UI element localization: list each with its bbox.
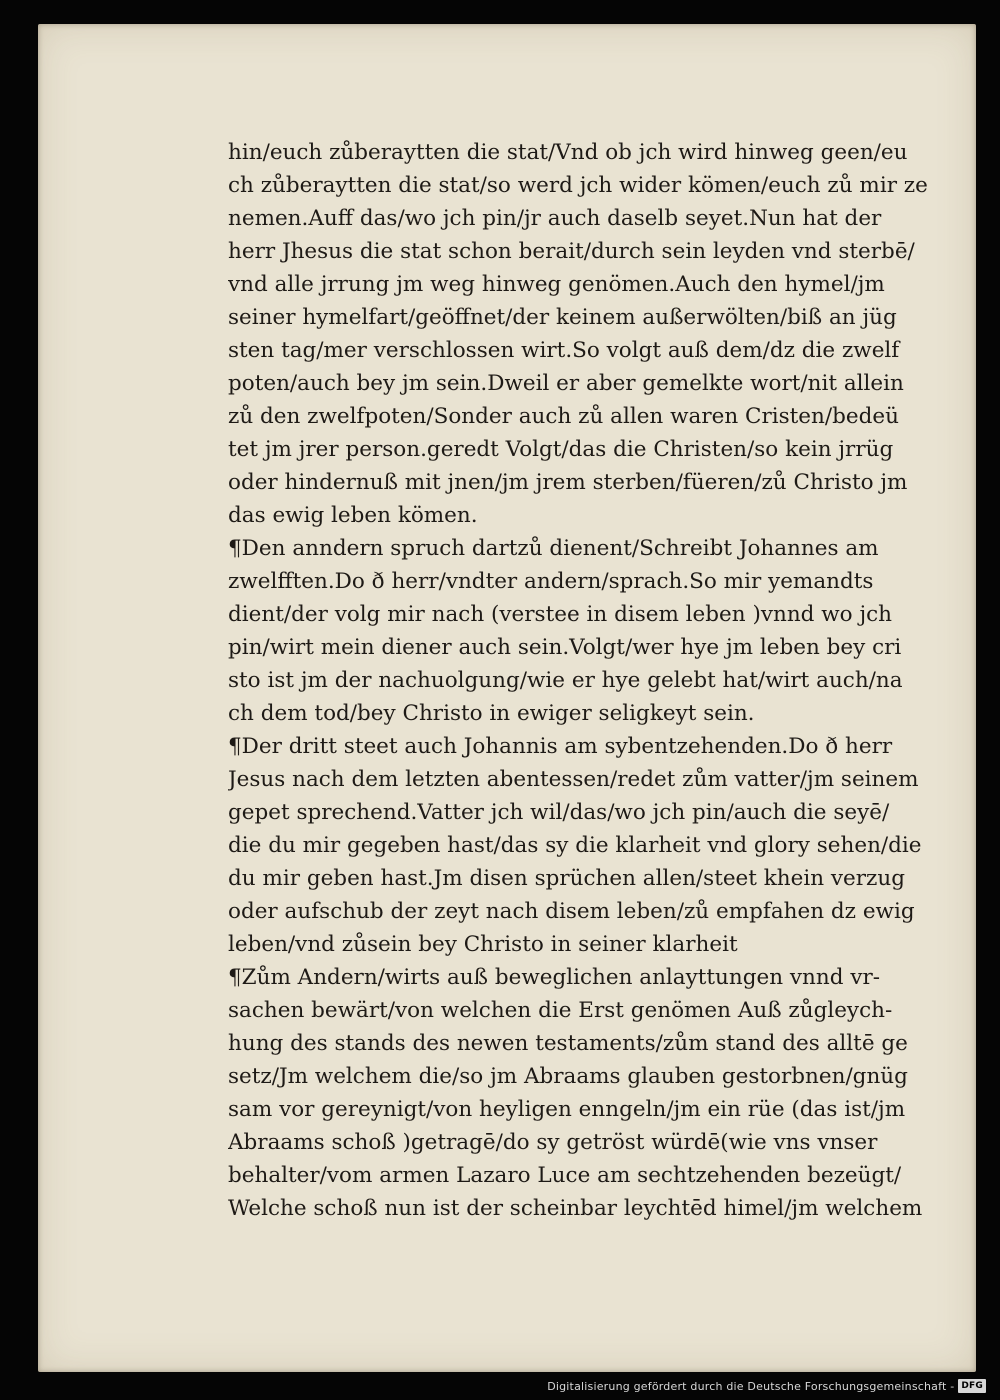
text-line: das ewig leben kömen.	[228, 503, 478, 528]
text-line: ¶Zům Andern/wirts auß beweglichen anlayttungen vnnd vr-	[228, 965, 881, 990]
text-line: dient/der volg mir nach (verstee in disem leben )vnnd wo jch	[228, 602, 893, 627]
text-line: hin/euch zůberaytten die stat/Vnd ob jch wird hinweg geen/eu	[228, 140, 908, 165]
text-line: die du mir gegeben hast/das sy die klarheit vnd glory sehen/die	[228, 833, 922, 858]
text-line: zwelfften.Do ð herr/vndter andern/sprach.So mir yemandts	[228, 569, 874, 594]
text-line: pin/wirt mein diener auch sein.Volgt/wer hye jm leben bey cri	[228, 635, 902, 660]
digitization-credit	[547, 1378, 986, 1394]
text-line: oder hindernuß mit jnen/jm jrem sterben/füeren/zů Christo jm	[228, 470, 908, 495]
text-line: ¶Den anndern spruch dartzů dienent/Schreibt Johannes am	[228, 536, 879, 561]
text-line: tet jm jrer person.geredt Volgt/das die Christen/so kein jrrüg	[228, 437, 894, 462]
text-line: seiner hymelfart/geöffnet/der keinem außerwölten/biß an jüg	[228, 305, 897, 330]
text-line: du mir geben hast.Jm disen sprüchen allen/steet khein verzug	[228, 866, 905, 891]
text-line: sten tag/mer verschlossen wirt.So volgt auß dem/dz die zwelf	[228, 338, 900, 363]
credit-text: Digitalisierung gefördert durch die Deutsche Forschungsgemeinschaft -	[547, 1379, 955, 1393]
body-text	[228, 136, 928, 1225]
book-page	[38, 24, 976, 1372]
text-line: gepet sprechend.Vatter jch wil/das/wo jch pin/auch die seyē/	[228, 800, 890, 825]
text-line: poten/auch bey jm sein.Dweil er aber gemelkte wort/nit allein	[228, 371, 904, 396]
text-line: setz/Jm welchem die/so jm Abraams glauben gestorbnen/gnüg	[228, 1064, 908, 1089]
text-line: hung des stands des newen testaments/zům stand des alltē ge	[228, 1031, 908, 1056]
text-line: nemen.Auff das/wo jch pin/jr auch daselb seyet.Nun hat der	[228, 206, 882, 231]
text-line: ch dem tod/bey Christo in ewiger seligkeyt sein.	[228, 701, 755, 726]
text-line: herr Jhesus die stat schon berait/durch sein leyden vnd sterbē/	[228, 239, 915, 264]
dfg-logo: DFG	[958, 1379, 986, 1393]
text-line: ch zůberaytten die stat/so werd jch wider kömen/euch zů mir ze	[228, 173, 928, 198]
text-line: oder aufschub der zeyt nach disem leben/zů empfahen dz ewig	[228, 899, 915, 924]
text-line: Welche schoß nun ist der scheinbar leychtēd himel/jm welchem	[228, 1196, 923, 1221]
text-line: sam vor gereynigt/von heyligen enngeln/jm ein rüe (das ist/jm	[228, 1097, 906, 1122]
text-line: sachen bewärt/von welchen die Erst genömen Auß zůgleych-	[228, 998, 893, 1023]
text-line: behalter/vom armen Lazaro Luce am sechtzehenden bezeügt/	[228, 1163, 902, 1188]
text-line: ¶Der dritt steet auch Johannis am sybentzehenden.Do ð herr	[228, 734, 893, 759]
text-line: Abraams schoß )getragē/do sy getröst würdē(wie vns vnser	[228, 1130, 878, 1155]
text-line: vnd alle jrrung jm weg hinweg genömen.Auch den hymel/jm	[228, 272, 885, 297]
text-line: zů den zwelfpoten/Sonder auch zů allen waren Cristen/bedeü	[228, 404, 899, 429]
text-line: Jesus nach dem letzten abentessen/redet zům vatter/jm seinem	[228, 767, 919, 792]
text-line: sto ist jm der nachuolgung/wie er hye gelebt hat/wirt auch/na	[228, 668, 903, 693]
text-line: leben/vnd zůsein bey Christo in seiner klarheit	[228, 932, 738, 957]
